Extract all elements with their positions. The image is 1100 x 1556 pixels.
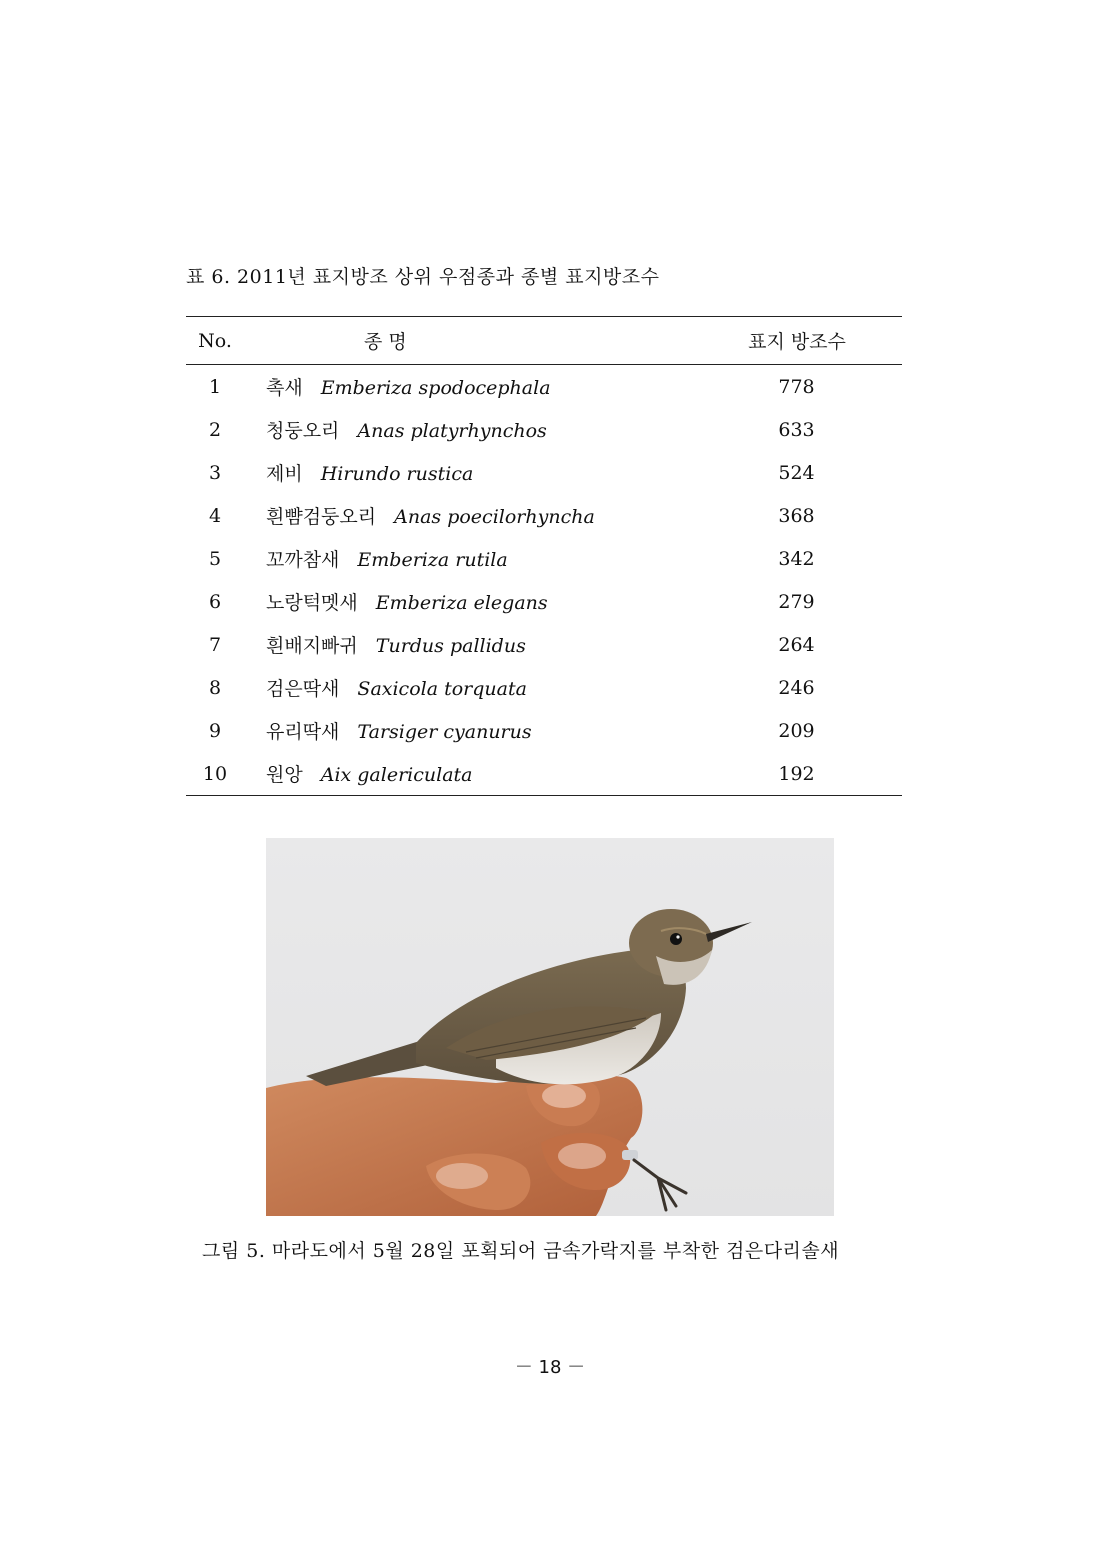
page-number: － 18 － bbox=[514, 1357, 586, 1378]
row-species bbox=[244, 365, 691, 409]
row-no: 8 bbox=[208, 676, 222, 699]
row-no: 6 bbox=[208, 590, 222, 613]
bird-photo bbox=[266, 838, 834, 1216]
species-scientific: Aix galericulata bbox=[320, 764, 473, 786]
row-no: 5 bbox=[208, 547, 222, 570]
row-no: 2 bbox=[208, 418, 222, 441]
row-no: 3 bbox=[208, 461, 222, 484]
species-korean: 청둥오리 bbox=[266, 420, 340, 442]
species-scientific: Turdus pallidus bbox=[375, 635, 526, 657]
table-row bbox=[186, 408, 902, 451]
species-scientific: Emberiza spodocephala bbox=[320, 377, 551, 399]
species-korean: 흰뺨검둥오리 bbox=[266, 506, 377, 528]
row-species bbox=[244, 752, 691, 796]
species-scientific: Anas platyrhynchos bbox=[357, 420, 547, 442]
row-count: 778 bbox=[778, 375, 815, 398]
table-row bbox=[186, 537, 902, 580]
header-species: 종 명 bbox=[364, 331, 407, 353]
species-korean: 노랑턱멧새 bbox=[266, 592, 358, 614]
species-table bbox=[186, 316, 902, 796]
species-korean: 촉새 bbox=[266, 377, 303, 399]
table-caption: 표 6. 2011년 표지방조 상위 우점종과 종별 표지방조수 bbox=[186, 266, 660, 288]
figure-caption: 그림 5. 마라도에서 5월 28일 포획되어 금속가락지를 부착한 검은다리솔새 bbox=[202, 1240, 840, 1262]
row-no: 1 bbox=[208, 375, 222, 398]
row-no: 10 bbox=[202, 762, 228, 785]
species-korean: 제비 bbox=[266, 463, 303, 485]
table-row bbox=[186, 494, 902, 537]
species-scientific: Emberiza rutila bbox=[357, 549, 508, 571]
table-row bbox=[186, 709, 902, 752]
row-species bbox=[244, 580, 691, 623]
species-scientific: Hirundo rustica bbox=[320, 463, 474, 485]
species-table-grid bbox=[186, 316, 902, 796]
row-species bbox=[244, 451, 691, 494]
bird-eye bbox=[670, 933, 682, 945]
header-no: No. bbox=[198, 329, 232, 352]
row-count: 209 bbox=[778, 719, 815, 742]
species-scientific: Tarsiger cyanurus bbox=[357, 721, 532, 743]
table-header-row bbox=[186, 317, 902, 365]
row-count: 633 bbox=[778, 418, 815, 441]
bird-beak bbox=[706, 922, 752, 942]
table-row bbox=[186, 365, 902, 409]
leg-ring bbox=[622, 1150, 638, 1160]
header-count: 표지 방조수 bbox=[748, 331, 846, 353]
row-species bbox=[244, 666, 691, 709]
row-species bbox=[244, 408, 691, 451]
row-count: 524 bbox=[778, 461, 815, 484]
row-count: 192 bbox=[778, 762, 815, 785]
species-korean: 흰배지빠귀 bbox=[266, 635, 358, 657]
row-species bbox=[244, 623, 691, 666]
table-row bbox=[186, 451, 902, 494]
bird-leg bbox=[634, 1160, 686, 1210]
row-no: 9 bbox=[208, 719, 222, 742]
species-scientific: Saxicola torquata bbox=[357, 678, 527, 700]
row-count: 264 bbox=[778, 633, 815, 656]
species-korean: 유리딱새 bbox=[266, 721, 340, 743]
row-count: 342 bbox=[778, 547, 815, 570]
species-scientific: Anas poecilorhyncha bbox=[394, 506, 595, 528]
table-row bbox=[186, 752, 902, 796]
table-body bbox=[186, 365, 902, 796]
row-species bbox=[244, 494, 691, 537]
row-count: 368 bbox=[778, 504, 815, 527]
species-korean: 검은딱새 bbox=[266, 678, 340, 700]
species-korean: 꼬까참새 bbox=[266, 549, 340, 571]
row-species bbox=[244, 537, 691, 580]
table-row bbox=[186, 623, 902, 666]
row-no: 7 bbox=[208, 633, 222, 656]
row-count: 279 bbox=[778, 590, 815, 613]
species-korean: 원앙 bbox=[266, 764, 303, 786]
table-row bbox=[186, 580, 902, 623]
species-scientific: Emberiza elegans bbox=[375, 592, 548, 614]
bird-on-hand-illustration bbox=[266, 838, 834, 1216]
row-no: 4 bbox=[208, 504, 222, 527]
row-count: 246 bbox=[778, 676, 815, 699]
table-row bbox=[186, 666, 902, 709]
row-species bbox=[244, 709, 691, 752]
